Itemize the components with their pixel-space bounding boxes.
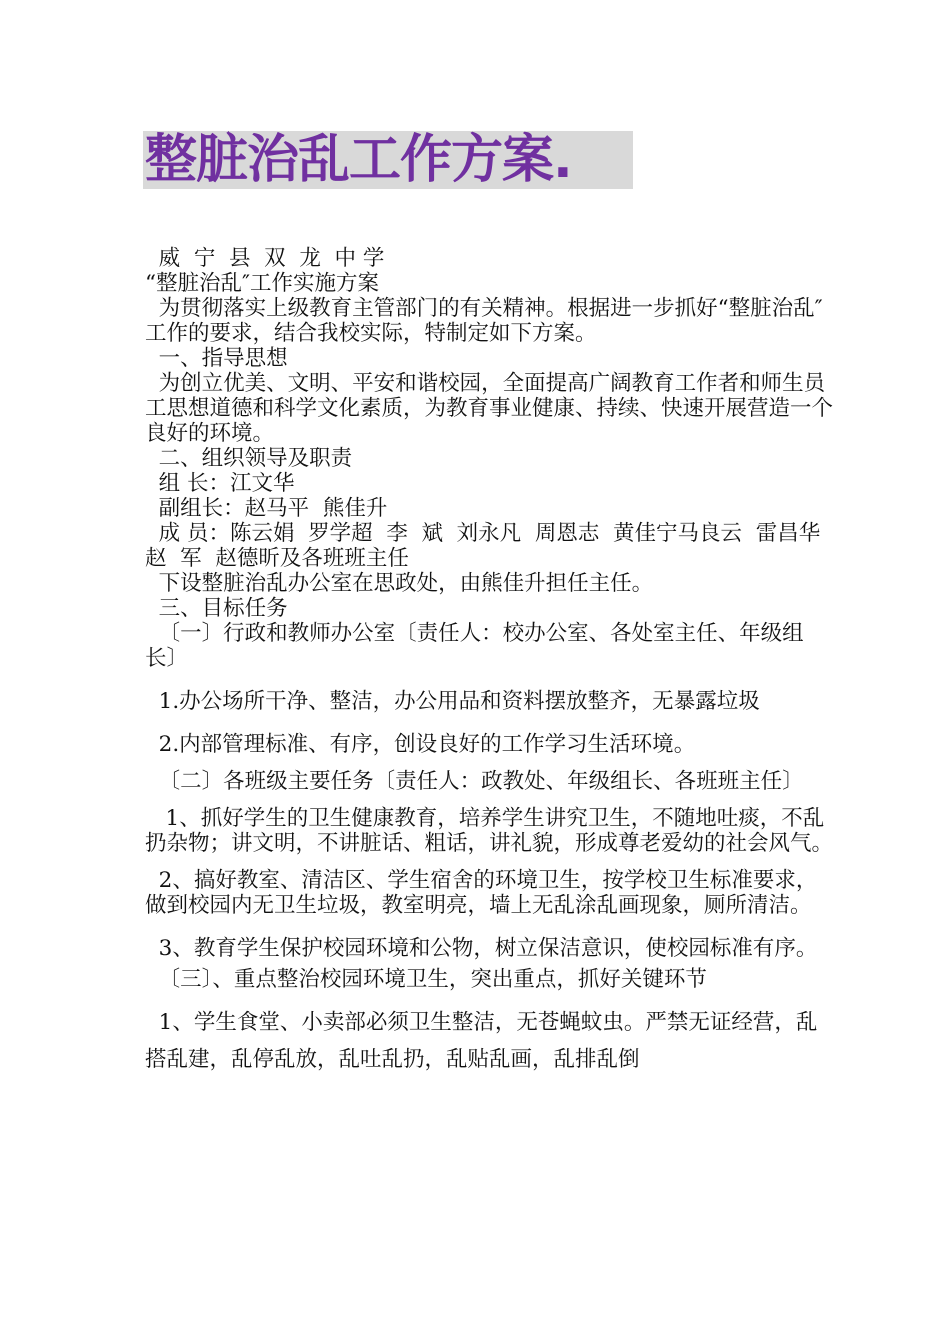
leader-line: 组 长：江文华: [145, 471, 295, 496]
plan-subtitle: “整脏治乱″工作实施方案: [145, 271, 380, 296]
subsection-2-item-2: 2、搞好教室、清洁区、学生宿舍的环境卫生，按学校卫生标准要求，做到校园内无卫生垃圾，教室明亮，墙上无乱涂乱画现象，厕所清洁。: [145, 868, 818, 918]
subsection-2-item-3: 3、教育学生保护校园环境和公物，树立保洁意识，使校园标准有序。: [145, 936, 818, 961]
guiding-thought-paragraph: 为创立优美、文明、平安和谐校园，全面提高广阔教育工作者和师生员工思想道德和科学文化素质，为教育事业健康、持续、快速开展营造一个良好的环境。: [145, 371, 834, 446]
office-line: 下设整脏治乱办公室在思政处，由熊佳升担任主任。: [145, 571, 654, 596]
document-title: 整脏治乱工作方案.: [145, 130, 572, 190]
subsection-1-heading: 〔一〕行政和教师办公室〔责任人：校办公室、各处室主任、年级组长〕: [145, 621, 804, 671]
intro-paragraph: 为贯彻落实上级教育主管部门的有关精神。根据进一步抓好“整脏治乱″工作的要求，结合我校实际，特制定如下方案。: [145, 296, 823, 346]
subsection-2-heading: 〔二〕各班级主要任务〔责任人：政教处、年级组长、各班班主任〕: [145, 769, 804, 794]
subsection-2-item-1: 1、抓好学生的卫生健康教育，培养学生讲究卫生，不随地吐痰，不乱扔杂物；讲文明，不讲脏话、粗话，讲礼貌，形成尊老爱幼的社会风气。: [145, 806, 834, 856]
members-line: 成 员：陈云娟 罗学超 李 斌 刘永凡 周恩志 黄佳宁马良云 雷昌华 赵 军 赵德昕及各班班主任: [145, 521, 834, 571]
subsection-3-heading: 〔三〕、重点整治校园环境卫生，突出重点，抓好关键环节: [145, 967, 707, 992]
school-name: 威 宁 县 双 龙 中 学: [145, 246, 385, 271]
subsection-3-item-1: 1、学生食堂、小卖部必须卫生整洁，无苍蝇蚊虫。严禁无证经营，乱搭乱建，乱停乱放，乱吐乱扔，乱贴乱画，乱排乱倒: [145, 1010, 818, 1072]
subsection-1-item-2: 2.内部管理标准、有序，创设良好的工作学习生活环境。: [145, 732, 696, 757]
deputy-leader-line: 副组长：赵马平 熊佳升: [145, 496, 388, 521]
section-heading-1: 一、指导思想: [145, 346, 288, 371]
document-body: [145, 246, 835, 1078]
section-heading-2: 二、组织领导及职责: [145, 446, 353, 471]
subsection-1-item-1: 1.办公场所干净、整洁，办公用品和资料摆放整齐，无暴露垃圾: [145, 689, 760, 714]
section-heading-3: 三、目标任务: [145, 596, 288, 621]
